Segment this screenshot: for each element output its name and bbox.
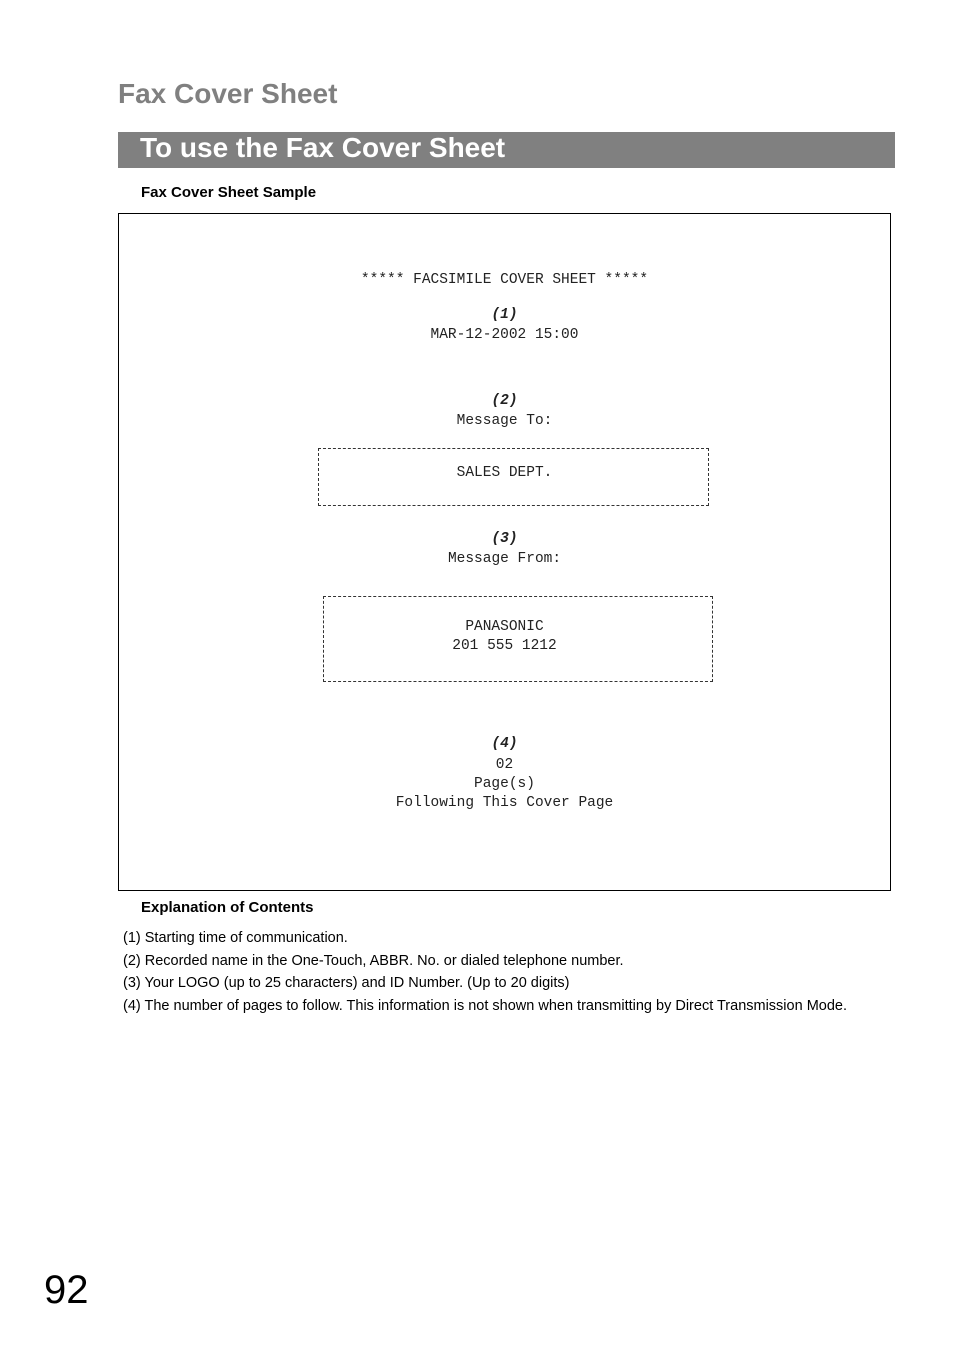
- item-2-number: (2): [491, 393, 518, 409]
- explanation-heading: Explanation of Contents: [141, 899, 314, 916]
- cover-title: ***** FACSIMILE COVER SHEET *****: [360, 272, 649, 288]
- list-item: (4) The number of pages to follow. This information is not shown when transmitting by Direct Transmission Mode.: [123, 997, 847, 1014]
- recipient-name: SALES DEPT.: [456, 465, 553, 481]
- message-to-label: Message To:: [456, 413, 553, 429]
- cover-sheet-sample: [118, 213, 891, 891]
- page-title: To use the Fax Cover Sheet: [140, 132, 506, 163]
- pages-label: Page(s): [474, 776, 535, 792]
- start-time: MAR-12-2002 15:00: [430, 327, 579, 343]
- explanation-list: [123, 928, 847, 1018]
- sender-id-number: 201 555 1212: [452, 638, 557, 654]
- item-3-number: (3): [491, 531, 518, 547]
- message-from-label: Message From:: [447, 551, 562, 567]
- sample-heading: Fax Cover Sheet Sample: [141, 184, 317, 201]
- sender-logo: PANASONIC: [465, 619, 544, 635]
- page-count: 02: [495, 757, 514, 773]
- page-number: 92: [44, 1268, 89, 1312]
- item-4-number: (4): [491, 736, 518, 752]
- list-item: (1) Starting time of communication.: [123, 930, 348, 946]
- following-cover-label: Following This Cover Page: [395, 795, 614, 811]
- list-item: (2) Recorded name in the One-Touch, ABBR. No. or dialed telephone number.: [123, 952, 624, 969]
- section-title: Fax Cover Sheet: [118, 78, 338, 109]
- item-1-number: (1): [491, 307, 518, 323]
- page-title-banner: [118, 132, 895, 168]
- list-item: (3) Your LOGO (up to 25 characters) and ID Number. (Up to 20 digits): [123, 975, 570, 991]
